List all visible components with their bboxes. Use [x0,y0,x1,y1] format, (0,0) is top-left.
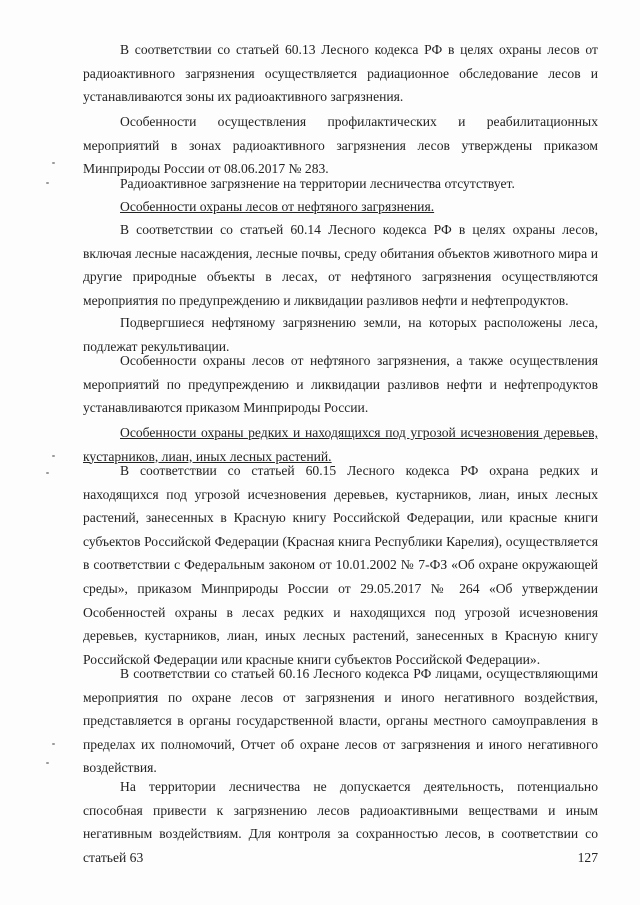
scan-mark [46,472,49,474]
scan-mark [46,182,49,184]
scan-mark [52,743,55,745]
paragraph-pollution-report: В соответствии со статьей 60.16 Лесного кодекса РФ лицами, осуществляющими мероприятия по охране лесов от загрязнения и иного негативного воздействия, представляется в органы государственной власти, органы местного самоуправления в пределах их полномочий, Отчет об охране лесов от загрязнения и иного негативного воздействия. [83,666,598,776]
paragraph-recultivation: Подвергшиеся нефтяному загрязнению земли, на которых расположены леса, подлежат рекультивации. [83,315,598,354]
scan-mark [52,162,55,164]
scan-mark [52,455,55,457]
heading-rare-plants: Особенности охраны редких и находящихся под угрозой исчезновения деревьев, кустарников, лиан, иных лесных растений. [83,425,598,464]
scan-mark [46,762,49,764]
paragraph-rehabilitation-measures: Особенности осуществления профилактических и реабилитационных мероприятий в зонах радиоактивного загрязнения лесов утверждены приказом Минприроды России от 08.06.2017 № 283. [83,114,598,177]
paragraph-radiation-survey: В соответствии со статьей 60.13 Лесного кодекса РФ в целях охраны лесов от радиоактивного загрязнения осуществляется радиационное обследование лесов и устанавливаются зоны их радиоактивного загрязнения. [83,42,598,105]
paragraph-oil-order: Особенности охраны лесов от нефтяного загрязнения, а также осуществления мероприятий по предупреждению и ликвидации разливов нефти и нефтепродуктов устанавливаются приказом Минприроды России. [83,353,598,416]
heading-oil-pollution: Особенности охраны лесов от нефтяного загрязнения. [120,199,435,214]
paragraph-no-contamination: Радиоактивное загрязнение на территории лесничества отсутствует. [120,176,515,191]
paragraph-oil-pollution-measures: В соответствии со статьей 60.14 Лесного кодекса РФ в целях охраны лесов, включая лесные насаждения, лесные почвы, среду обитания объектов животного мира и другие природные объекты в лесах, от нефтяного загрязнения осуществляются мероприятия по предупреждению и ликвидации разливов нефти и нефтепродуктов. [83,222,598,308]
paragraph-prohibited-activity: На территории лесничества не допускается деятельность, потенциально способная привести к загрязнению лесов радиоактивными веществами и иным негативным воздействиям. Для контроля за сохранностью лесов, в соответствии со статьей 63 [83,779,598,865]
page-number: 127 [577,850,598,865]
paragraph-rare-plants-protection: В соответствии со статьей 60.15 Лесного кодекса РФ охрана редких и находящихся под угрозой исчезновения деревьев, кустарников, лиан, иных лесных растений, занесенных в Красную книгу Российской Федерации, или красные книги субъектов Российской Федерации (Красная книга Республики Карелия), осуществляется в соответствии с Федеральным законом от 10.01.2002 № 7-ФЗ «Об охране окружающей среды», приказом Минприроды России от 29.05.2017 № 264 «Об утверждении Особенностей охраны в лесах редких и находящихся под угрозой исчезновения деревьев, кустарников, лиан, иных лесных растений, занесенных в Красную книгу Российской Федерации или красные книги субъектов Российской Федерации». [83,463,598,667]
